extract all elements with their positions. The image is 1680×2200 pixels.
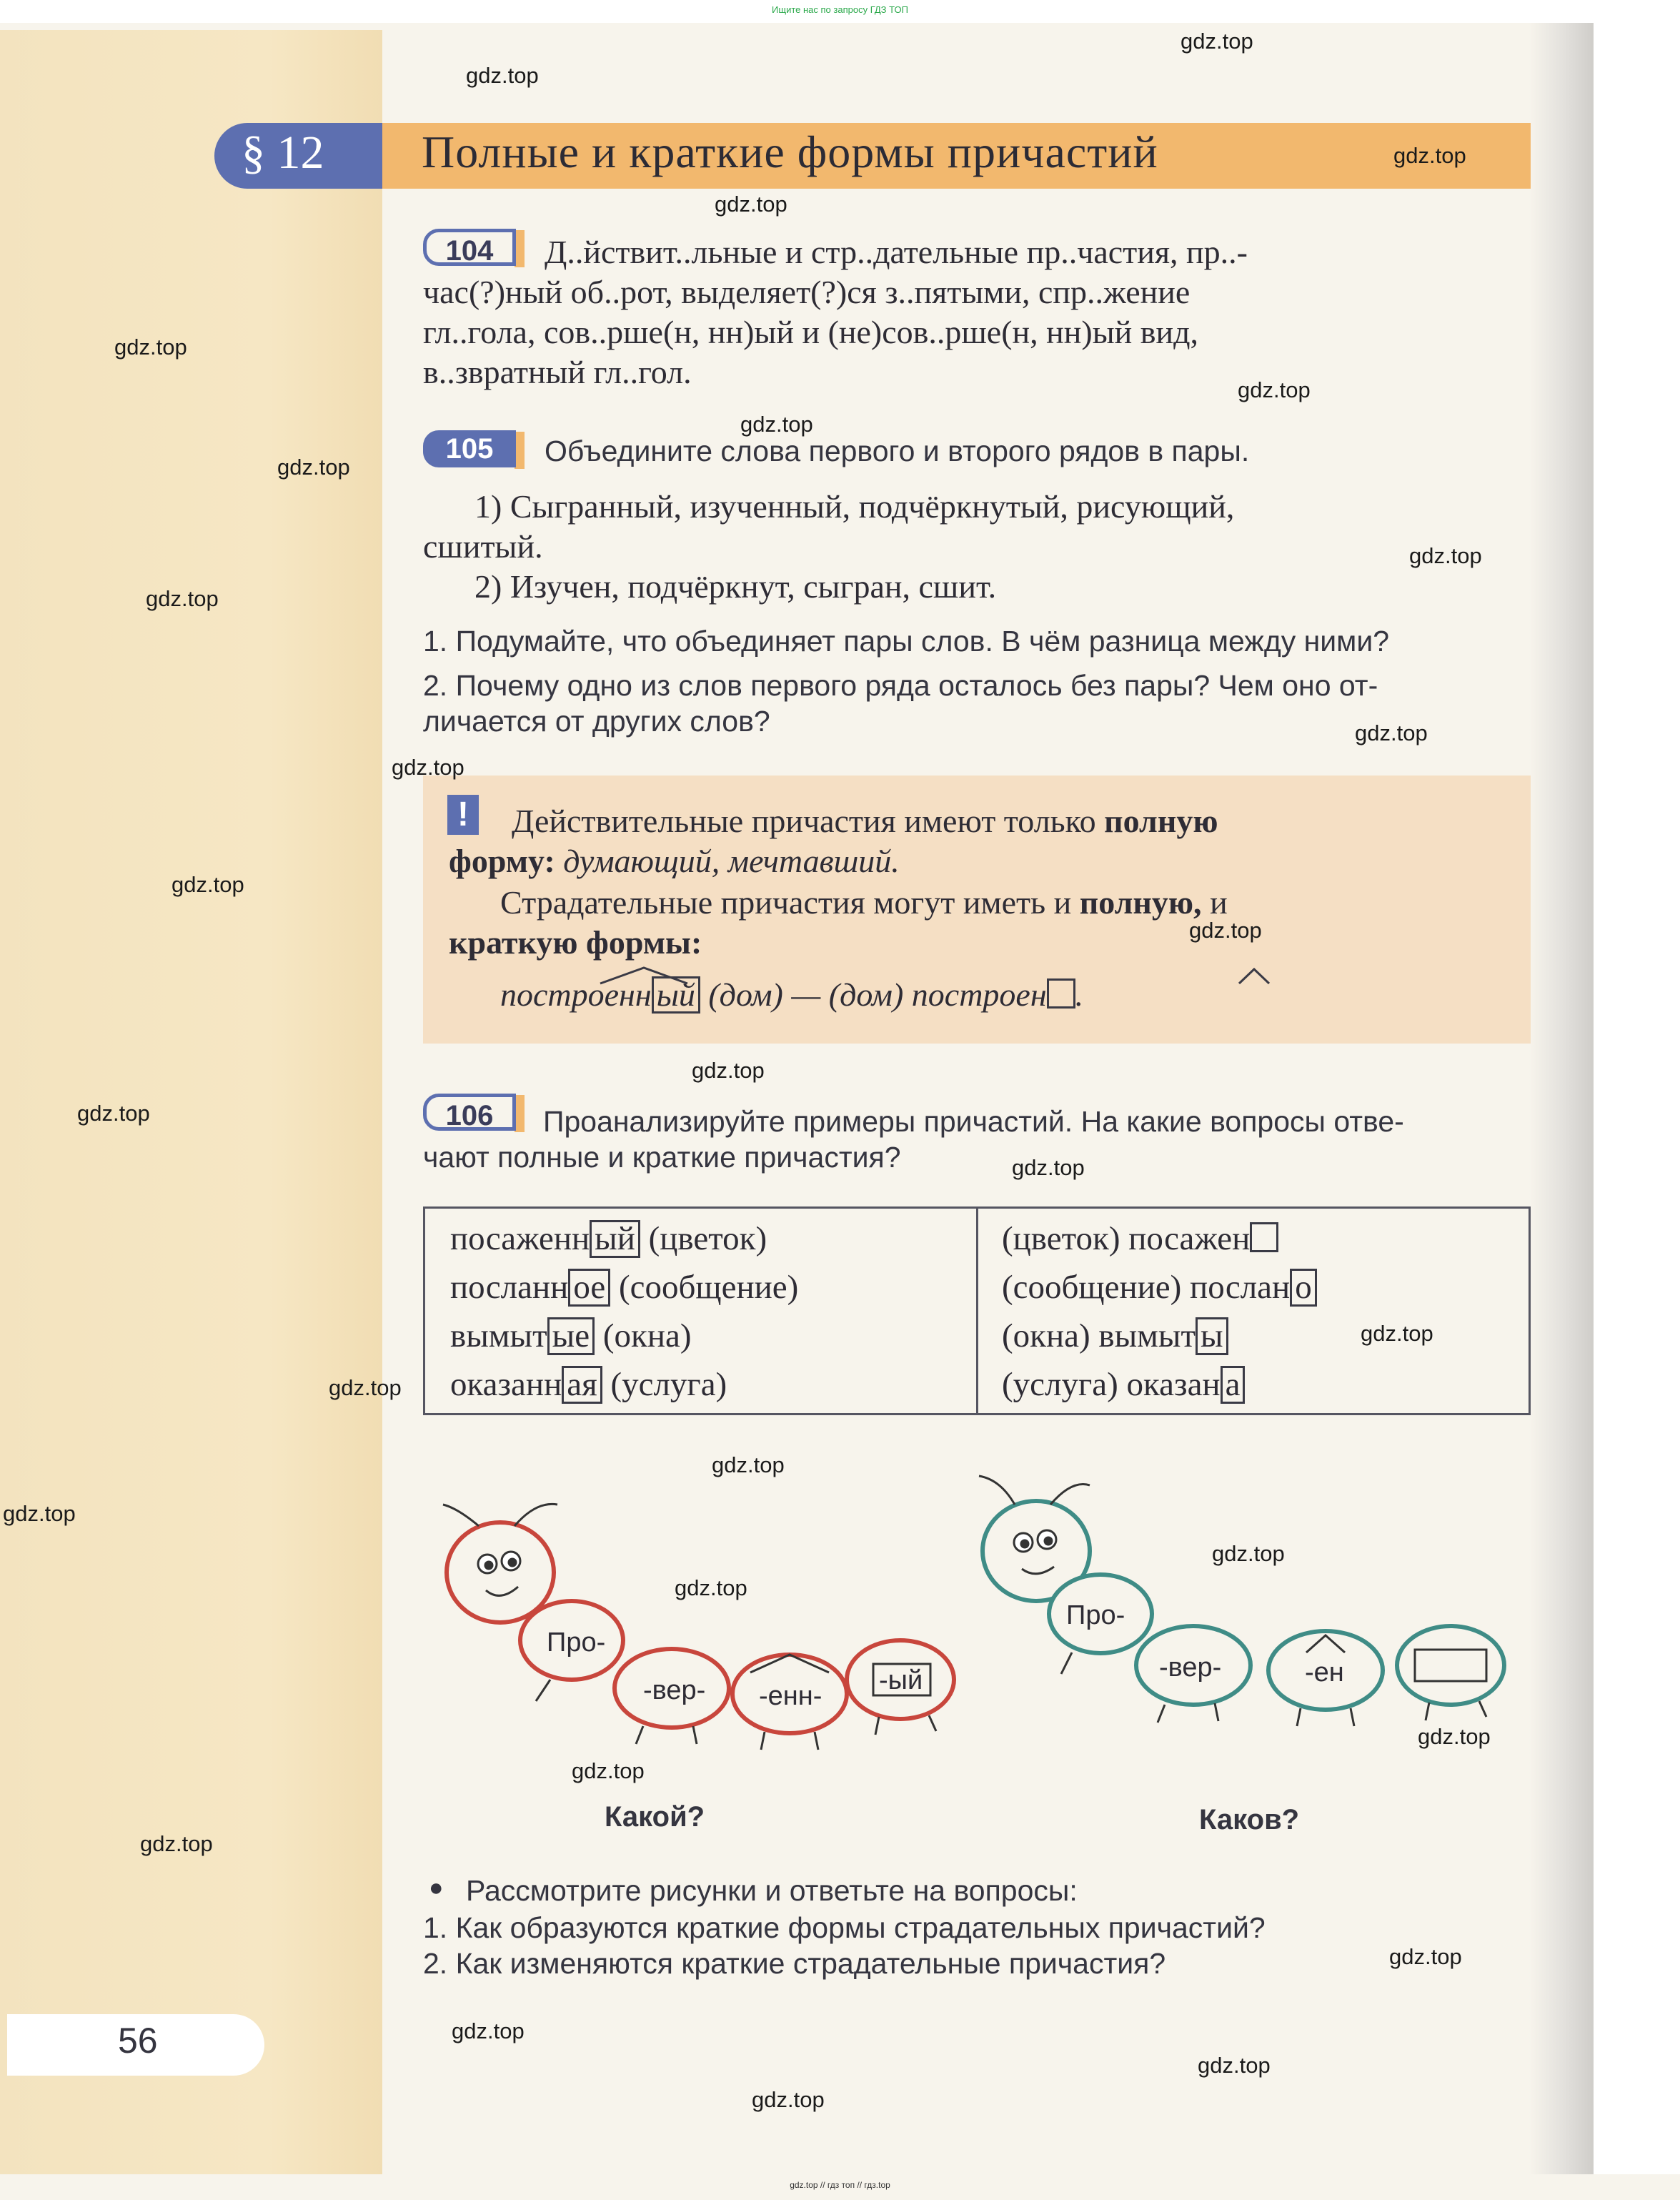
- watermark: gdz.top: [715, 192, 787, 217]
- watermark: gdz.top: [675, 1575, 747, 1600]
- watermark: gdz.top: [1181, 29, 1253, 54]
- watermark: gdz.top: [1198, 2053, 1271, 2078]
- watermark: gdz.top: [1012, 1155, 1085, 1180]
- rule-paragraph-2: Страдательные причастия могут иметь и полную, и: [500, 884, 1228, 921]
- watermark: gdz.top: [277, 455, 350, 480]
- watermark: gdz.top: [1212, 1541, 1285, 1566]
- watermark: gdz.top: [329, 1375, 402, 1400]
- page-number: 56: [118, 2021, 158, 2061]
- caption-how: Каков?: [1199, 1804, 1300, 1835]
- rule-paragraph-1-end: форму: думающий, мечтавший.: [449, 843, 900, 879]
- seg-pro: Про-: [1066, 1600, 1125, 1630]
- ex105-task: Объедините слова первого и второго рядов в пары.: [545, 435, 1250, 467]
- rule-example: построенн ый (дом) — (дом) построен .: [500, 976, 1084, 1013]
- watermark: gdz.top: [692, 1058, 765, 1083]
- watermark: gdz.top: [572, 1758, 645, 1783]
- watermark: gdz.top: [172, 872, 244, 897]
- watermark: gdz.top: [140, 1831, 213, 1856]
- watermark: gdz.top: [114, 335, 187, 360]
- ex105-row1-end: сшитый.: [423, 528, 543, 565]
- ex106-task: Проанализируйте примеры причастий. На какие вопросы отве-: [543, 1105, 1404, 1138]
- section-number: § 12: [242, 127, 324, 179]
- watermark: gdz.top: [452, 2018, 525, 2043]
- watermark: gdz.top: [466, 63, 539, 88]
- table-cell-short: (окна) вымыт ы: [1002, 1317, 1228, 1355]
- watermark: gdz.top: [1418, 1724, 1491, 1749]
- ex104-line-2: час(?)ный об..рот, выделяет(?)ся з..пятыми, спр..жение: [423, 274, 1191, 310]
- table-cell-full: вымыт ые (окна): [450, 1317, 692, 1354]
- ex104-line-4: в..звратный гл..гол.: [423, 354, 692, 390]
- table-divider: [976, 1206, 978, 1415]
- table-cell-short: (услуга) оказан а: [1002, 1365, 1245, 1404]
- page-edge: [1594, 23, 1680, 2174]
- final-question-2: 2. Как изменяются краткие страдательные причастия?: [423, 1947, 1166, 1980]
- ex105-question-1: 1. Подумайте, что объединяет пары слов. В чём разница между ними?: [423, 625, 1390, 658]
- bullet-icon: ●: [429, 1874, 444, 1901]
- ex104-line-3: гл..гола, сов..рше(н, нн)ый и (не)сов..рше(н, нн)ый вид,: [423, 314, 1198, 350]
- watermark: gdz.top: [1361, 1321, 1433, 1346]
- watermark: gdz.top: [752, 2087, 825, 2112]
- suffix-mark: [597, 965, 690, 986]
- watermark: gdz.top: [712, 1452, 785, 1477]
- exercise-104-number: 104: [423, 229, 516, 266]
- table-cell-full: оказанн ая (услуга): [450, 1366, 727, 1403]
- seg-pro: Про-: [547, 1627, 606, 1658]
- exercise-106-number: 106: [423, 1094, 516, 1131]
- seg-en: -ен: [1305, 1658, 1344, 1688]
- caterpillar-full-form: [429, 1487, 986, 1758]
- table-cell-full: посланн ое (сообщение): [450, 1269, 799, 1306]
- tag-shadow: [515, 230, 525, 267]
- top-notice: Ищите нас по запросу ГДЗ ТОП: [772, 4, 908, 15]
- seg-ver: -вер-: [643, 1675, 706, 1705]
- page-title: Полные и краткие формы причастий: [422, 127, 1158, 177]
- ex105-row1: 1) Сыгранный, изученный, подчёркнутый, рисующий,: [474, 488, 1235, 525]
- watermark: gdz.top: [1355, 720, 1428, 745]
- exercise-105-number: 105: [423, 430, 516, 467]
- caption-which: Какой?: [605, 1801, 705, 1833]
- watermark: gdz.top: [740, 412, 813, 437]
- final-task: Рассмотрите рисунки и ответьте на вопросы:: [466, 1874, 1078, 1907]
- bottom-notice: gdz.top // гдз топ // гдз.top: [790, 2180, 890, 2190]
- watermark: gdz.top: [1238, 377, 1311, 402]
- ex104-line-1: Д..йствит..льные и стр..дательные пр..частия, пр..-: [545, 234, 1248, 270]
- table-cell-full: посаженн ый (цветок): [450, 1220, 767, 1257]
- attention-icon: !: [447, 795, 479, 835]
- watermark: gdz.top: [1389, 1944, 1462, 1969]
- ex106-task-end: чают полные и краткие причастия?: [423, 1141, 901, 1174]
- watermark: gdz.top: [3, 1501, 76, 1526]
- watermark: gdz.top: [1409, 543, 1482, 568]
- suffix-mark: [1236, 965, 1272, 986]
- final-question-1: 1. Как образуются краткие формы страдательных причастий?: [423, 1911, 1266, 1944]
- ex105-question-2: 2. Почему одно из слов первого ряда осталось без пары? Чем оно от-: [423, 669, 1378, 702]
- caterpillar-short-form: [965, 1465, 1522, 1751]
- watermark: gdz.top: [1393, 143, 1466, 168]
- rule-paragraph-2-end: краткую формы:: [449, 924, 702, 961]
- seg-enn: -енн-: [759, 1681, 822, 1711]
- page-gutter-shadow: [1529, 23, 1594, 2174]
- rule-paragraph-1: Действительные причастия имеют только полную: [512, 803, 1218, 839]
- tag-shadow: [515, 432, 525, 469]
- watermark: gdz.top: [1189, 918, 1262, 943]
- watermark: gdz.top: [392, 755, 464, 780]
- watermark: gdz.top: [146, 586, 219, 611]
- tag-shadow: [515, 1095, 525, 1132]
- seg-ending: -ый: [879, 1665, 923, 1695]
- ex105-question-2-end: личается от других слов?: [423, 705, 770, 738]
- seg-ver: -вер-: [1159, 1653, 1222, 1683]
- table-cell-short: (сообщение) послан о: [1002, 1268, 1317, 1307]
- watermark: gdz.top: [77, 1101, 150, 1126]
- table-cell-short: (цветок) посажен: [1002, 1219, 1278, 1258]
- ex105-row2: 2) Изучен, подчёркнут, сыгран, сшит.: [474, 568, 997, 605]
